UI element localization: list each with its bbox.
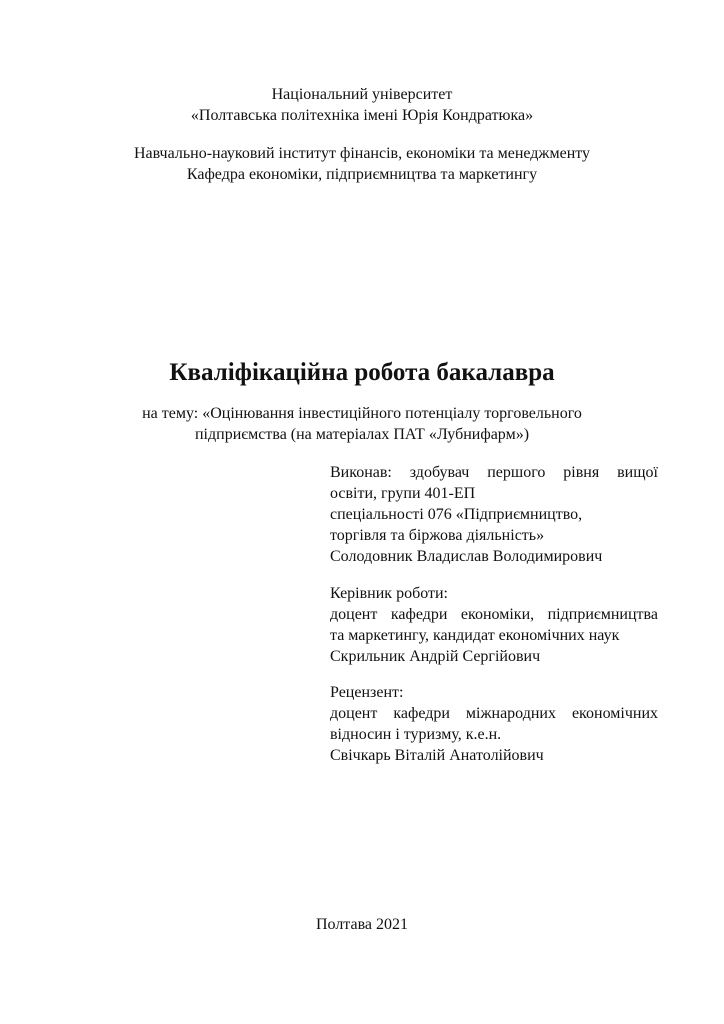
topic-line-1: на тему: «Оцінювання інвестиційного потенціалу торговельного bbox=[142, 405, 582, 422]
university-full-name: «Полтавська політехніка імені Юрія Кондратюка» bbox=[190, 107, 534, 124]
performer-line-2: освіти, групи 401-ЕП bbox=[330, 485, 476, 502]
institute-name: Навчально-науковий інститут фінансів, економіки та менеджменту bbox=[133, 145, 591, 162]
supervisor-name: Скрильник Андрій Сергійович bbox=[330, 648, 541, 665]
university-name: Національний університет bbox=[271, 86, 453, 103]
thesis-topic bbox=[0, 403, 724, 445]
performer-name: Солодовник Владислав Володимирович bbox=[330, 548, 603, 565]
supervisor-label: Керівник роботи: bbox=[330, 585, 448, 602]
performer-line-1: Виконав: здобувач першого рівня вищої bbox=[330, 464, 658, 481]
performer-line-4: торгівля та біржова діяльність» bbox=[330, 527, 545, 544]
topic-line-2: підприємства (на матеріалах ПАТ «Лубнифарм») bbox=[194, 426, 530, 443]
university-header bbox=[0, 84, 724, 126]
supervisor-block bbox=[330, 583, 658, 667]
supervisor-line-1: доцент кафедри економіки, підприємництва bbox=[330, 606, 658, 623]
reviewer-name: Свічкарь Віталій Анатолійович bbox=[330, 747, 544, 764]
reviewer-block bbox=[330, 682, 658, 766]
reviewer-line-1: доцент кафедри міжнародних економічних bbox=[330, 705, 658, 722]
supervisor-line-2: та маркетингу, кандидат економічних наук bbox=[330, 627, 620, 644]
department-name: Кафедра економіки, підприємництва та маркетингу bbox=[186, 166, 538, 183]
reviewer-label: Рецензент: bbox=[330, 684, 404, 701]
institute-header bbox=[0, 143, 724, 185]
document-title: Кваліфікаційна робота бакалавра bbox=[169, 359, 555, 386]
city-year: Полтава 2021 bbox=[315, 916, 409, 933]
performer-block bbox=[330, 462, 658, 567]
performer-line-3: спеціальності 076 «Підприємництво, bbox=[330, 506, 583, 523]
reviewer-line-2: відносин і туризму, к.е.н. bbox=[330, 726, 502, 743]
